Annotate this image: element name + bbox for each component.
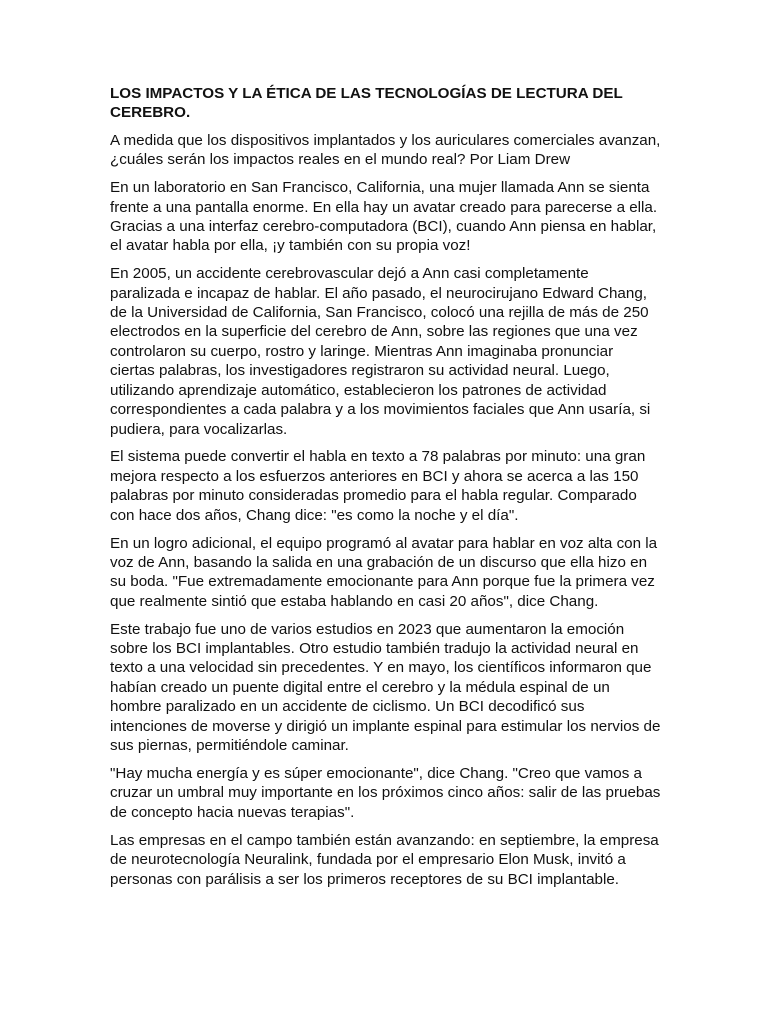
paragraph-speech-rate: El sistema puede convertir el habla en texto a 78 palabras por minuto: una gran mejora respecto a los esfuerzos anteriores en BCI y ahora se acerca a las 150 palabras por minuto consideradas promedio para el habla regular. Comparado con hace dos años, Chang dice: "es como la noche y el día". <box>110 448 646 524</box>
document-page <box>110 84 662 897</box>
paragraph-stroke-electrodes: En 2005, un accidente cerebrovascular dejó a Ann casi completamente paralizada e incapaz de hablar. El año pasado, el neurocirujano Edward Chang, de la Universidad de California, San Francisco, colocó una rejilla de más de 250 electrodos en la superficie del cerebro de Ann, sobre las regiones que una vez controlaron su cuerpo, rostro y laringe. Mientras Ann imaginaba pronunciar ciertas palabras, los investigadores registraron su actividad neural. Luego, utilizando aprendizaje automático, establecieron los patrones de actividad correspondientes a cada palabra y a los movimientos faciales que Ann usaría, si pudiera, para vocalizarlas. <box>110 265 651 438</box>
paragraph-2023-studies: Este trabajo fue uno de varios estudios en 2023 que aumentaron la emoción sobre los BCI implantables. Otro estudio también tradujo la actividad neural en texto a una velocidad sin precedentes. Y en mayo, los científicos informaron que habían creado un puente digital entre el cerebro y la médula espinal de un hombre paralizado en un accidente de ciclismo. Un BCI decodificó sus intenciones de moverse y dirigió un implante espinal para estimular los nervios de sus piernas, permitiéndole caminar. <box>110 620 661 755</box>
paragraph-ann-lab: En un laboratorio en San Francisco, California, una mujer llamada Ann se sienta frente a una pantalla enorme. En ella hay un avatar creado para parecerse a ella. Gracias a una interfaz cerebro-computadora (BCI), cuando Ann piensa en hablar, el avatar habla por ella, ¡y también con su propia voz! <box>110 179 658 255</box>
paragraph-intro: A medida que los dispositivos implantados y los auriculares comerciales avanzan, ¿cuáles serán los impactos reales en el mundo real? Por Liam Drew <box>110 131 661 169</box>
paragraph-chang-quote: "Hay mucha energía y es súper emocionante", dice Chang. "Creo que vamos a cruzar un umbral muy importante en los próximos cinco años: salir de las pruebas de concepto hacia nuevas terapias". <box>110 765 661 821</box>
paragraph-neuralink: Las empresas en el campo también están avanzando: en septiembre, la empresa de neurotecnología Neuralink, fundada por el empresario Elon Musk, invitó a personas con parálisis a ser los primeros receptores de su BCI implantable. <box>110 831 659 888</box>
document-title: LOS IMPACTOS Y LA ÉTICA DE LAS TECNOLOGÍAS DE LECTURA DEL CEREBRO. <box>110 85 623 122</box>
paragraph-avatar-voice: En un logro adicional, el equipo programó al avatar para hablar en voz alta con la voz de Ann, basando la salida en una grabación de un discurso que ella hizo en su boda. "Fue extremadamente emocionante para Ann porque fue la primera vez que realmente sintió que estaba hablando en casi 20 años", dice Chang. <box>110 534 658 610</box>
